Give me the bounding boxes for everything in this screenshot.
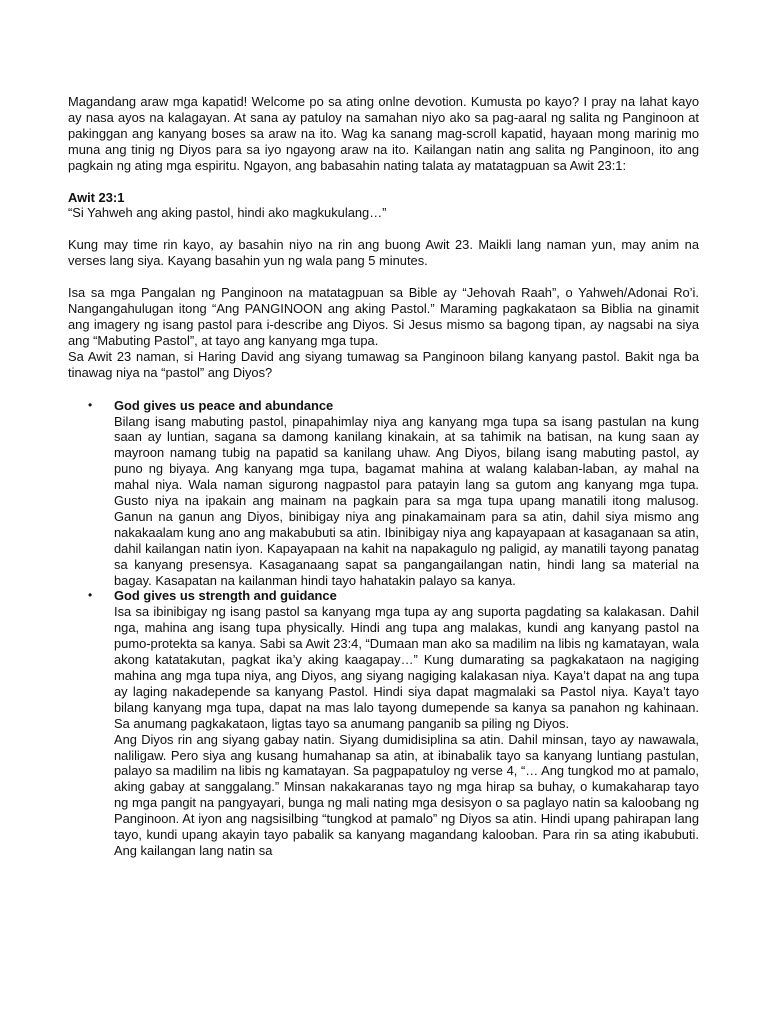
- points-list: [68, 398, 699, 859]
- bullet-icon: •: [88, 397, 93, 412]
- verse-text: “Si Yahweh ang aking pastol, hindi ako magkukulang…”: [68, 205, 387, 221]
- point-body: [114, 604, 699, 859]
- document-page: [68, 94, 699, 859]
- spacer: [68, 174, 699, 190]
- spacer: [68, 269, 699, 285]
- question-paragraph: Sa Awit 23 naman, si Haring David ang siyang tumawag sa Panginoon bilang kanyang pastol. Bakit nga ba tinawag niya na “pastol” ang Diyos?: [68, 348, 699, 380]
- bullet-icon: •: [88, 588, 93, 603]
- verse-reference: Awit 23:1: [68, 189, 125, 205]
- name-of-god-paragraph: Isa sa mga Pangalan ng Panginoon na matatagpuan sa Bible ay “Jehovah Raah”, o Yahweh/Adonai Ro’i. Nangangahulugan itong “Ang PANGINOON ang aking Pastol.” Maraming pagkakataon sa Biblia na ginamit ang imagery ng isang pastol para i-describe ang Diyos. Si Jesus mismo sa bagong tipan, ay nagsabi na siya ang “Mabuting Pastol”, at tayo ang kanyang mga tupa.: [68, 285, 699, 348]
- spacer: [68, 381, 699, 398]
- point-title: God gives us strength and guidance: [114, 588, 337, 604]
- point-paragraph: Isa sa ibinibigay ng isang pastol sa kanyang mga tupa ay ang suporta pagdating sa kalakasan. Dahil nga, mahina ang isang tupa physically. Hindi ang tupa ang malakas, kundi ang kanyang pastol na pumo-protekta sa kanya. Sabi sa Awit 23:4, “Dumaan man ako sa madilim na libis ng kamatayan, wala akong katatakutan, pagkat ika’y aking kaagapay…” Kung dumarating sa pagkakataon na nagiging mahina ang mga tupa niya, ang Diyos, ang siyang nagiging kalakasan niya. Kaya’t dapat na ang tupa ay laging nakadepende sa kanyang Pastol. Hindi siya dapat magmalaki sa Pastol niya. Kaya’t tayo bilang kanyang mga tupa, dapat na mas lalo tayong dumepende sa kanya sa panahon ng kahinaan. Sa anumang pagkakataon, ligtas tayo sa anumang panganib sa piling ng Diyos.: [114, 604, 699, 731]
- point-title: God gives us peace and abundance: [114, 397, 334, 413]
- point-peace-abundance: [68, 398, 699, 589]
- point-strength-guidance: [68, 588, 699, 858]
- reading-note-paragraph: Kung may time rin kayo, ay basahin niyo na rin ang buong Awit 23. Maikli lang naman yun, may anim na verses lang siya. Kayang basahin yun ng wala pang 5 minutes.: [68, 237, 699, 269]
- intro-paragraph: Magandang araw mga kapatid! Welcome po sa ating onlne devotion. Kumusta po kayo? I pray na lahat kayo ay nasa ayos na kalagayan. At sana ay patuloy na samahan niyo ako sa pag-aaral ng salita ng Panginoon at pakinggan ang kanyang boses sa araw na ito. Wag ka sanang mag-scroll kapatid, hayaan mong marinig mo muna ang tinig ng Diyos para sa iyo ngayong araw na ito. Kailangan natin ang salita ng Panginoon, ito ang pagkain ng ating mga espiritu. Ngayon, ang babasahin nating talata ay matatagpuan sa Awit 23:1:: [68, 94, 699, 173]
- point-body: [114, 414, 699, 589]
- spacer: [68, 221, 699, 237]
- point-paragraph: Bilang isang mabuting pastol, pinapahimlay niya ang kanyang mga tupa sa isang pastulan na kung saan ay luntian, sagana sa damong kanilang kinakain, at sa tahimik na batisan, na kung saan ay mayroon namang tubig na papatid sa kanilang uhaw. Ang Diyos, bilang isang mabuting pastol, ay puno ng biyaya. Ang kanyang mga tupa, bagamat mahina at walang kalaban-laban, ay mahal na mahal niya. Wala naman sigurong nagpastol para patayin lang sa gutom ang kanyang mga tupa. Gusto niya na ipakain ang mainam na pagkain para sa mga tupa upang manatili itong malusog. Ganun na ganun ang Diyos, binibigay niya ang pinakamainam para sa atin, dahil siya mismo ang nakakaalam kung ano ang makabubuti sa atin. Ibinibigay niya ang kapayapaan at kasaganaan sa atin, dahil kailangan natin iyon. Kapayapaan na kahit na napakagulo ng paligid, ay manatili tayong panatag sa kanyang presensya. Kasaganaang sapat sa pangangailangan natin, hindi lang sa material na bagay. Kasapatan na kailanman hindi tayo hahatakin palayo sa kanya.: [114, 413, 699, 588]
- point-paragraph: Ang Diyos rin ang siyang gabay natin. Siyang dumidisiplina sa atin. Dahil minsan, tayo ay nawawala, naliligaw. Pero siya ang kusang humahanap sa atin, at ibinabalik tayo sa kanyang luntiang pastulan, palayo sa madilim na libis ng kamatayan. Sa pagpapatuloy ng verse 4, “… Ang tungkod mo at pamalo, aking gabay at sanggalang.” Minsan nakakaranas tayo ng mga hirap sa buhay, o kumakaharap tayo ng mga pangit na pangyayari, bunga ng mali nating mga desisyon o sa paglayo natin sa kaloobang ng Panginoon. At iyon ang nagsisilbing “tungkod at pamalo” ng Diyos sa atin. Hindi upang pahirapan lang tayo, kundi upang akayin tayo pabalik sa kanyang magandang kalooban. Para rin sa ating ikabubuti. Ang kailangan lang natin sa: [114, 731, 699, 858]
